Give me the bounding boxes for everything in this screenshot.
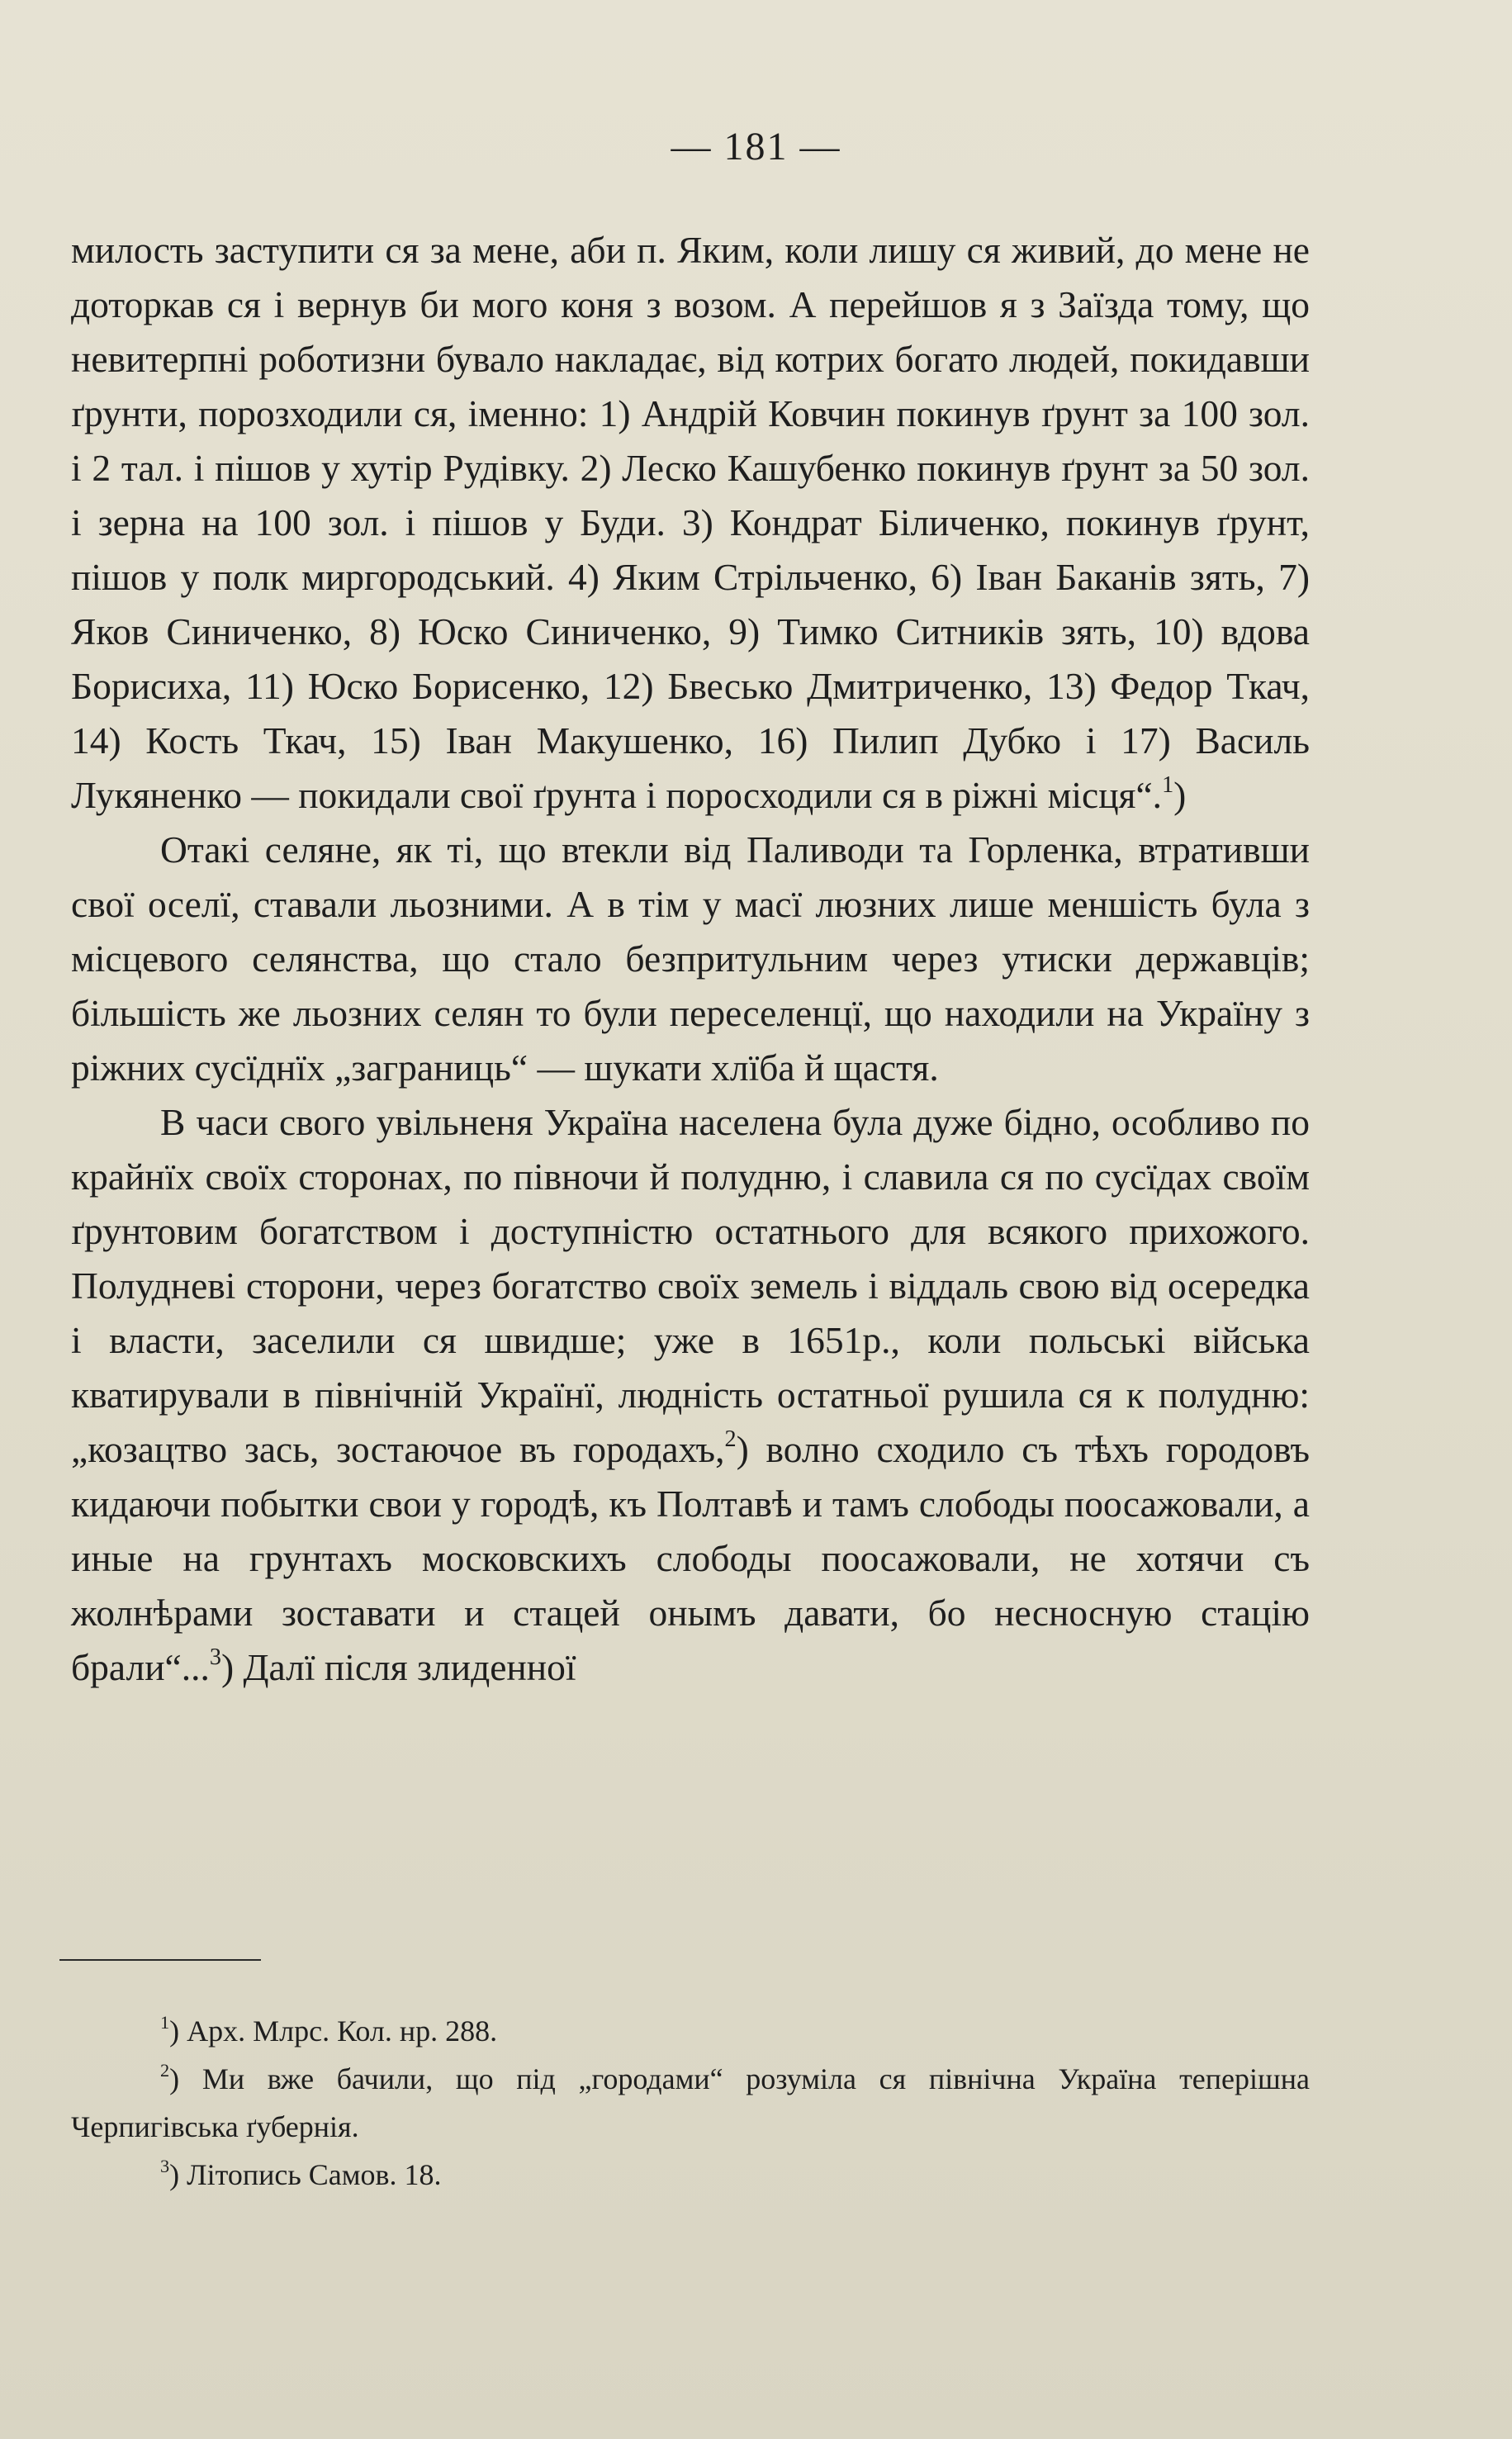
- paragraph: [71, 823, 1310, 1095]
- text-segment: ) Далї після злиденної: [220, 1646, 576, 1688]
- text-segment: ): [1173, 774, 1187, 816]
- footnote-text: Арх. Млрс. Кол. нр. 288.: [179, 2014, 498, 2048]
- footnote-mark-paren: ): [169, 2158, 180, 2191]
- footnote: [71, 2007, 1310, 2055]
- footnote-text: Літопись Самов. 18.: [179, 2158, 442, 2191]
- footnote-mark-paren: ): [169, 2014, 180, 2048]
- footnote-text: Ми вже бачили, що під „городами“ розуміла ся північна Україна теперішна Черпигівська ґубернія.: [71, 2062, 1310, 2143]
- footnote-reference: 3: [209, 1644, 221, 1671]
- footnote-mark: 2: [160, 2059, 170, 2081]
- footnote-mark: 3: [160, 2155, 170, 2176]
- footnote: [71, 2151, 1310, 2199]
- footnote-reference: 1: [1162, 772, 1174, 799]
- footnote-mark: 1: [160, 2011, 170, 2033]
- text-segment: Отакі селяне, як ті, що втекли від Паливоди та Горленка, втративши свої оселї, ставали льозними. А в тім у масї люзних лише меншість була з місцевого селянства, що стало безпритульним через утиски державців; більшість же льозних селян то були переселенцї, що находили на Україну з ріжних сусїднїх „заграниць“ — шукати хлїба й щастя.: [71, 828, 1310, 1089]
- footnote-reference: 2: [724, 1426, 737, 1453]
- footnote: [71, 2055, 1310, 2151]
- footnote-divider: [59, 1959, 261, 1961]
- main-text: [71, 223, 1310, 1695]
- footnote-mark-paren: ): [169, 2062, 180, 2095]
- paragraph: [71, 1095, 1310, 1695]
- footnotes: [71, 2007, 1310, 2199]
- text-segment: милость заступити ся за мене, аби п. Яким, коли лишу ся живий, до мене не доторкав ся і вернув би мого коня з возом. А перейшов я з Заїзда тому, що невитерпні роботизни бувало накладає, від котрих богато людей, покидавши ґрунти, порозходили ся, іменно: 1) Андрій Ковчин покинув ґрунт за 100 зол. і 2 тал. і пішов у хутір Рудівку. 2) Леско Кашубенко покинув ґрунт за 50 зол. і зерна на 100 зол. і пішов у Буди. 3) Кондрат Біличенко, покинув ґрунт, пішов у полк миргородський. 4) Яким Стрільченко, 6) Іван Баканів зять, 7) Яков Синиченко, 8) Юско Синиченко, 9) Тимко Ситників зять, 10) вдова Борисиха, 11) Юско Борисенко, 12) Бвесько Дмитриченко, 13) Федор Ткач, 14) Кость Ткач, 15) Іван Макушенко, 16) Пилип Дубко і 17) Василь Лукяненко — покидали свої ґрунта і поросходили ся в ріжні місця“.: [71, 229, 1310, 816]
- text-segment: ) волно сходило съ тѣхъ городовъ кидаючи побытки свои у городѣ, къ Полтавѣ и тамъ слободы поосажовали, а иные на грунтахъ московскихъ слободы поосажовали, не хотячи съ жолнѣрами зоставати и стацей онымъ давати, бо несносную стацію брали“...: [71, 1428, 1311, 1688]
- page-number: — 181 —: [671, 125, 841, 168]
- text-segment: В часи свого увільненя Україна населена була дуже бідно, особливо по крайнїх своїх сторонах, по півночи й полудню, і славила ся по сусїдах своїм ґрунтовим богатством і доступністю остатнього для всякого прихожого. Полудневі сторони, через богатство своїх земель і віддаль свою від осередка і власти, заселили ся швидше; уже в 1651р., коли польські війська кватирували в північній Українї, людність остатньої рушила ся к полудню: „козацтво зась, зостаючое въ городахъ,: [71, 1101, 1310, 1470]
- paragraph: [71, 223, 1310, 823]
